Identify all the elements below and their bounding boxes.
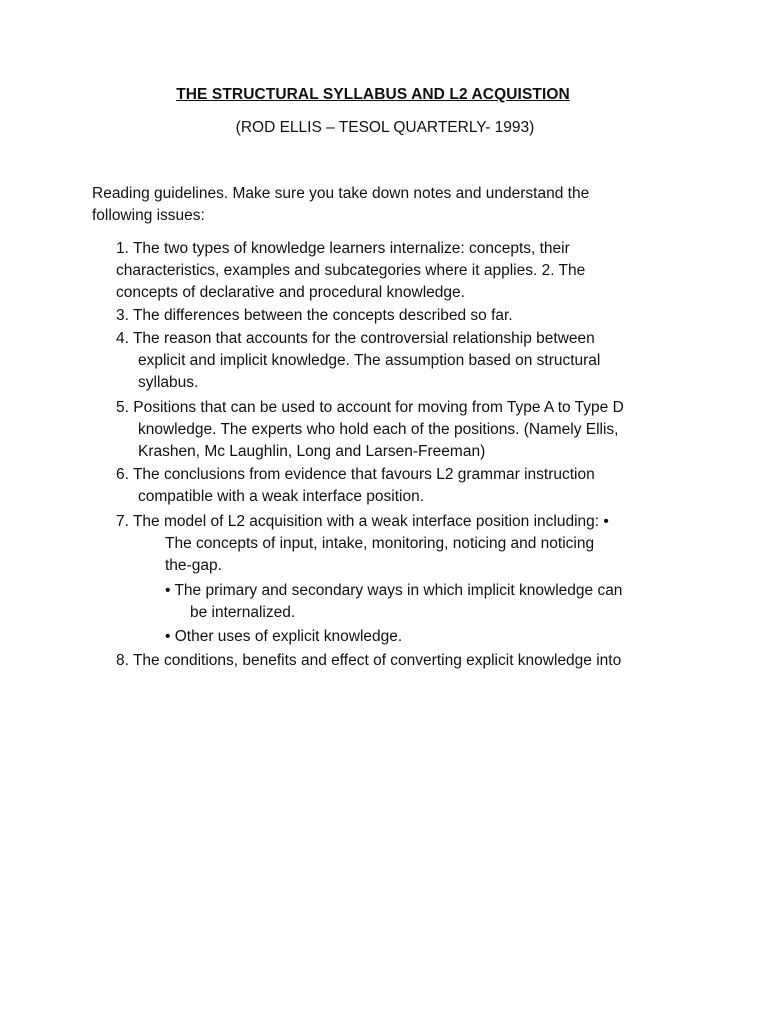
- list-line: The concepts of input, intake, monitoring, noticing and noticing: [165, 535, 595, 552]
- list-line: 7. The model of L2 acquisition with a weak interface position including: •: [116, 513, 609, 530]
- list-line: explicit and implicit knowledge. The assumption based on structural: [138, 352, 601, 369]
- list-line: 8. The conditions, benefits and effect of converting explicit knowledge into: [116, 652, 622, 669]
- document-title: THE STRUCTURAL SYLLABUS AND L2 ACQUISTION: [176, 86, 570, 103]
- list-line: 4. The reason that accounts for the controversial relationship between: [116, 330, 595, 347]
- list-line: 1. The two types of knowledge learners internalize: concepts, their: [116, 240, 570, 257]
- list-line: syllabus.: [138, 374, 199, 391]
- list-line: be internalized.: [190, 604, 296, 621]
- list-line: characteristics, examples and subcategories where it applies. 2. The: [116, 262, 586, 279]
- list-line: concepts of declarative and procedural knowledge.: [116, 284, 465, 301]
- list-line: 5. Positions that can be used to account for moving from Type A to Type D: [116, 399, 624, 416]
- list-line: • Other uses of explicit knowledge.: [165, 628, 403, 645]
- list-line: compatible with a weak interface position.: [138, 488, 425, 505]
- list-line: • The primary and secondary ways in which implicit knowledge can: [165, 582, 623, 599]
- list-line: the-gap.: [165, 557, 222, 574]
- list-line: knowledge. The experts who hold each of the positions. (Namely Ellis,: [138, 421, 619, 438]
- list-line: 6. The conclusions from evidence that favours L2 grammar instruction: [116, 466, 595, 483]
- list-line: Krashen, Mc Laughlin, Long and Larsen-Freeman): [138, 443, 486, 460]
- document-subtitle: (ROD ELLIS – TESOL QUARTERLY- 1993): [235, 119, 535, 136]
- reading-guidelines-intro: Reading guidelines. Make sure you take down notes and understand the following issues:: [92, 185, 590, 224]
- list-line: 3. The differences between the concepts described so far.: [116, 307, 513, 324]
